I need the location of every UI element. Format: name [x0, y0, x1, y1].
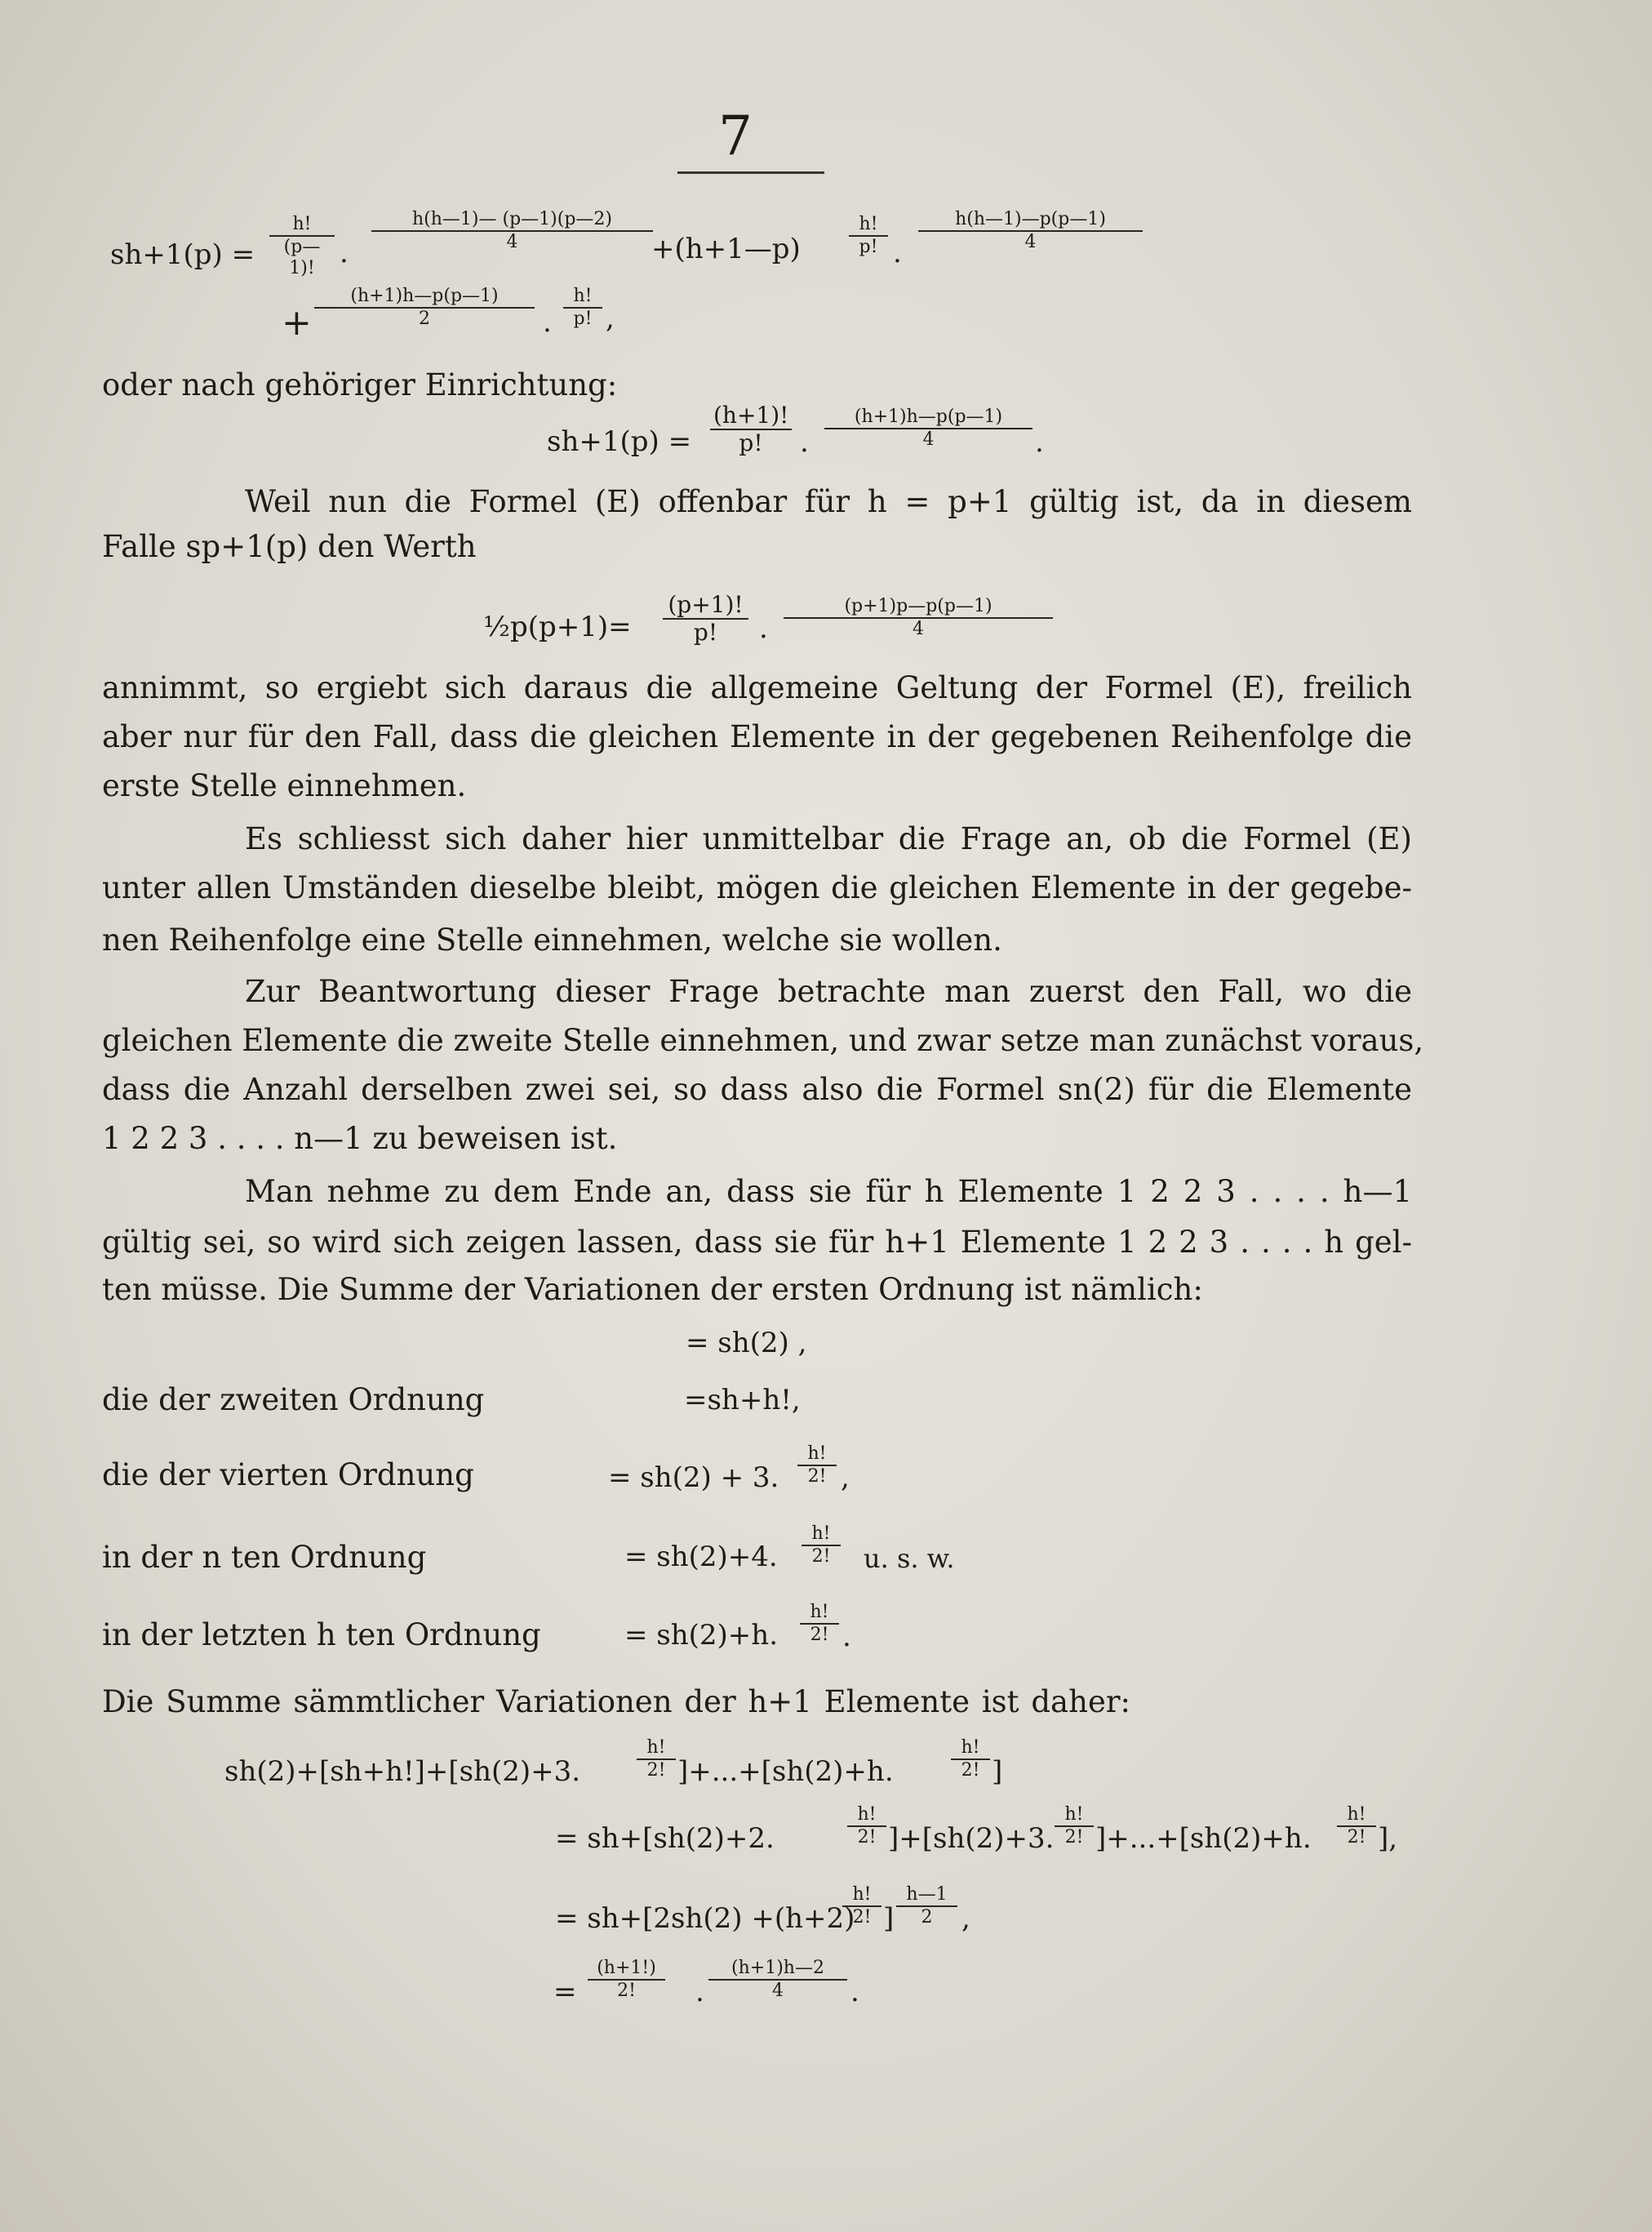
- eq3-lhs: ½p(p+1)=: [483, 611, 632, 643]
- sum-line2-c: ]+...+[sh(2)+h.: [1095, 1822, 1312, 1855]
- order4-value: = sh(2) + 3.: [608, 1461, 779, 1494]
- para5-line3: ten müsse. Die Summe der Variationen der ersten Ordnung ist nämlich:: [102, 1272, 1203, 1307]
- para4-line3: dass die Anzahl derselben zwei sei, so dass also die Formel sn(2) für die Elemente: [102, 1072, 1412, 1107]
- eq1-mid: +(h+1—p): [651, 233, 801, 265]
- eq1-frac3: h! p!: [849, 214, 888, 258]
- eq1-frac1: h! (p—1)!: [269, 214, 335, 279]
- ordern-label: in der n ten Ordnung: [102, 1540, 427, 1575]
- eq1-frac6: h! p!: [563, 286, 602, 330]
- page-number: 7: [718, 104, 753, 167]
- eq2-lhs: sh+1(p) =: [547, 425, 692, 458]
- orderh-value: = sh(2)+h.: [624, 1619, 778, 1652]
- eq1-frac4: h(h—1)—p(p—1) 4: [918, 209, 1143, 253]
- para3-line3: nen Reihenfolge eine Stelle einnehmen, welche sie wollen.: [102, 923, 1002, 958]
- para4-line1: Zur Beantwortung dieser Frage betrachte man zuerst den Fall, wo die: [245, 974, 1412, 1009]
- text-summe: Die Summe sämmtlicher Variationen der h+1 Elemente ist daher:: [102, 1684, 1130, 1719]
- eq3-frac1: (p+1)! p!: [663, 592, 748, 646]
- para2-line2: aber nur für den Fall, dass die gleichen Elemente in der gegebenen Reihenfolge die: [102, 719, 1412, 754]
- book-page: 7 sh+1(p) = h! (p—1)! . h(h—1)— (p—1)(p—2) 4 +(h+1—p) h! p! . h(h—1)—p(p—1) 4 + (h+1)h—p(p—1) 2 . h! p! , oder nach gehöriger Einrichtung: sh+1(p) = (h+1)! p! . (h+1)h—p(p—1) 4 . Weil nun die Formel (E) offenbar für h = p+1 gültig ist, da in diesem Falle sp+1(p) den Werth ½p(p+1)= (p+1)! p! . (p+1)p—p(p—1) 4 annimmt, so ergiebt sich daraus die allgemeine Geltung der Formel (E), freilich aber nur für den Fall, dass die gleichen Elemente in der gegebenen Reihenfolge die erste Stelle einnehmen. Es schliesst sich daher hier unmittelbar die Frage an, ob die Formel (E) unter allen Umständen dieselbe bleibt, mögen die gleichen Elemente in der gegebe- nen Reihenfolge eine Stelle einnehmen, welche sie wollen. Zur Beantwortung dieser Frage betrachte man zuerst den Fall, wo die gleichen Elemente die zweite Stelle einnehmen, und zwar setze man zunächst voraus, dass die Anzahl derselben zwei sei, so dass also die Formel sn(2) für die Elemente 1 2 2 3 . . . . n—1 zu beweisen ist. Man nehme zu dem Ende an, dass sie für h Elemente 1 2 2 3 . . . . h—1 gültig sei, so wird sich zeigen lassen, dass sie für h+1 Elemente 1 2 2 3 . . . . h gel- ten müsse. Die Summe der Variationen der ersten Ordnung ist nämlich: = sh(2) , die der zweiten Ordnung =sh+h!, die der vierten Ordnung = sh(2) + 3. h! 2! , in der n ten Ordnung = sh(2)+4. h! 2! u. s. w. in der letzten h ten Ordnung = sh(2)+h. h! 2! . Die Summe sämmtlicher Variationen der h+1 Elemente ist daher: sh(2)+[sh+h!]+[sh(2)+3. h! 2! ]+...+[sh(2)+h. h! 2! ] = sh+[sh(2)+2. h! 2! ]+[sh(2)+3. h! 2! ]+...+[sh(2)+h. h! 2! ], = sh+[2sh(2) +(h+2) h! 2! ] h—1 2 , = (h+1!) 2! . (h+1)h—2 4 .: [0, 0, 1652, 2232]
- ordern-frac: h! 2!: [802, 1523, 841, 1567]
- para1-line1: Weil nun die Formel (E) offenbar für h = p+1 gültig ist, da in diesem: [245, 484, 1412, 519]
- para1-line2: Falle sp+1(p) den Werth: [102, 529, 477, 564]
- eq1-frac5: (h+1)h—p(p—1) 2: [314, 286, 535, 330]
- eq2-frac2: (h+1)h—p(p—1) 4: [824, 407, 1032, 451]
- para5-line2: gültig sei, so wird sich zeigen lassen, dass sie für h+1 Elemente 1 2 2 3 . . . . h gel-: [102, 1225, 1412, 1260]
- header-rule: [677, 171, 824, 174]
- sum-line2-b: ]+[sh(2)+3.: [888, 1822, 1055, 1855]
- order2-value: =sh+h!,: [684, 1384, 801, 1416]
- sum-line3-a: = sh+[2sh(2) +(h+2): [555, 1902, 855, 1935]
- order1-value: = sh(2) ,: [686, 1327, 807, 1359]
- eq3-frac2: (p+1)p—p(p—1) 4: [784, 596, 1053, 640]
- orderh-label: in der letzten h ten Ordnung: [102, 1617, 541, 1652]
- order2-label: die der zweiten Ordnung: [102, 1382, 485, 1417]
- sum-line4-eq: =: [553, 1976, 577, 2008]
- sum-line2-a: = sh+[sh(2)+2.: [555, 1822, 775, 1855]
- eq1-plus: +: [282, 302, 312, 344]
- para4-line4: 1 2 2 3 . . . . n—1 zu beweisen ist.: [102, 1121, 618, 1156]
- sum-line1-b: ]+...+[sh(2)+h.: [677, 1755, 894, 1788]
- para3-line1: Es schliesst sich daher hier unmittelbar die Frage an, ob die Formel (E): [245, 821, 1412, 856]
- eq2-frac1: (h+1)! p!: [710, 402, 792, 456]
- sum-line1-a: sh(2)+[sh+h!]+[sh(2)+3.: [224, 1755, 581, 1788]
- orderh-frac: h! 2!: [800, 1602, 839, 1646]
- eq1-frac2: h(h—1)— (p—1)(p—2) 4: [371, 209, 653, 253]
- text-einrichtung: oder nach gehöriger Einrichtung:: [102, 367, 618, 402]
- para3-line2: unter allen Umständen dieselbe bleibt, mögen die gleichen Elemente in der gegebe-: [102, 870, 1412, 905]
- para2-line3: erste Stelle einnehmen.: [102, 768, 467, 803]
- order4-frac: h! 2!: [797, 1443, 837, 1487]
- para5-line1: Man nehme zu dem Ende an, dass sie für h Elemente 1 2 2 3 . . . . h—1: [245, 1174, 1412, 1209]
- order4-label: die der vierten Ordnung: [102, 1457, 474, 1492]
- para4-line2: gleichen Elemente die zweite Stelle einnehmen, und zwar setze man zunächst voraus,: [102, 1023, 1424, 1058]
- para2-line1: annimmt, so ergiebt sich daraus die allgemeine Geltung der Formel (E), freilich: [102, 670, 1412, 705]
- eq1-lhs: sh+1(p) =: [110, 238, 255, 271]
- ordern-value: = sh(2)+4.: [624, 1541, 778, 1573]
